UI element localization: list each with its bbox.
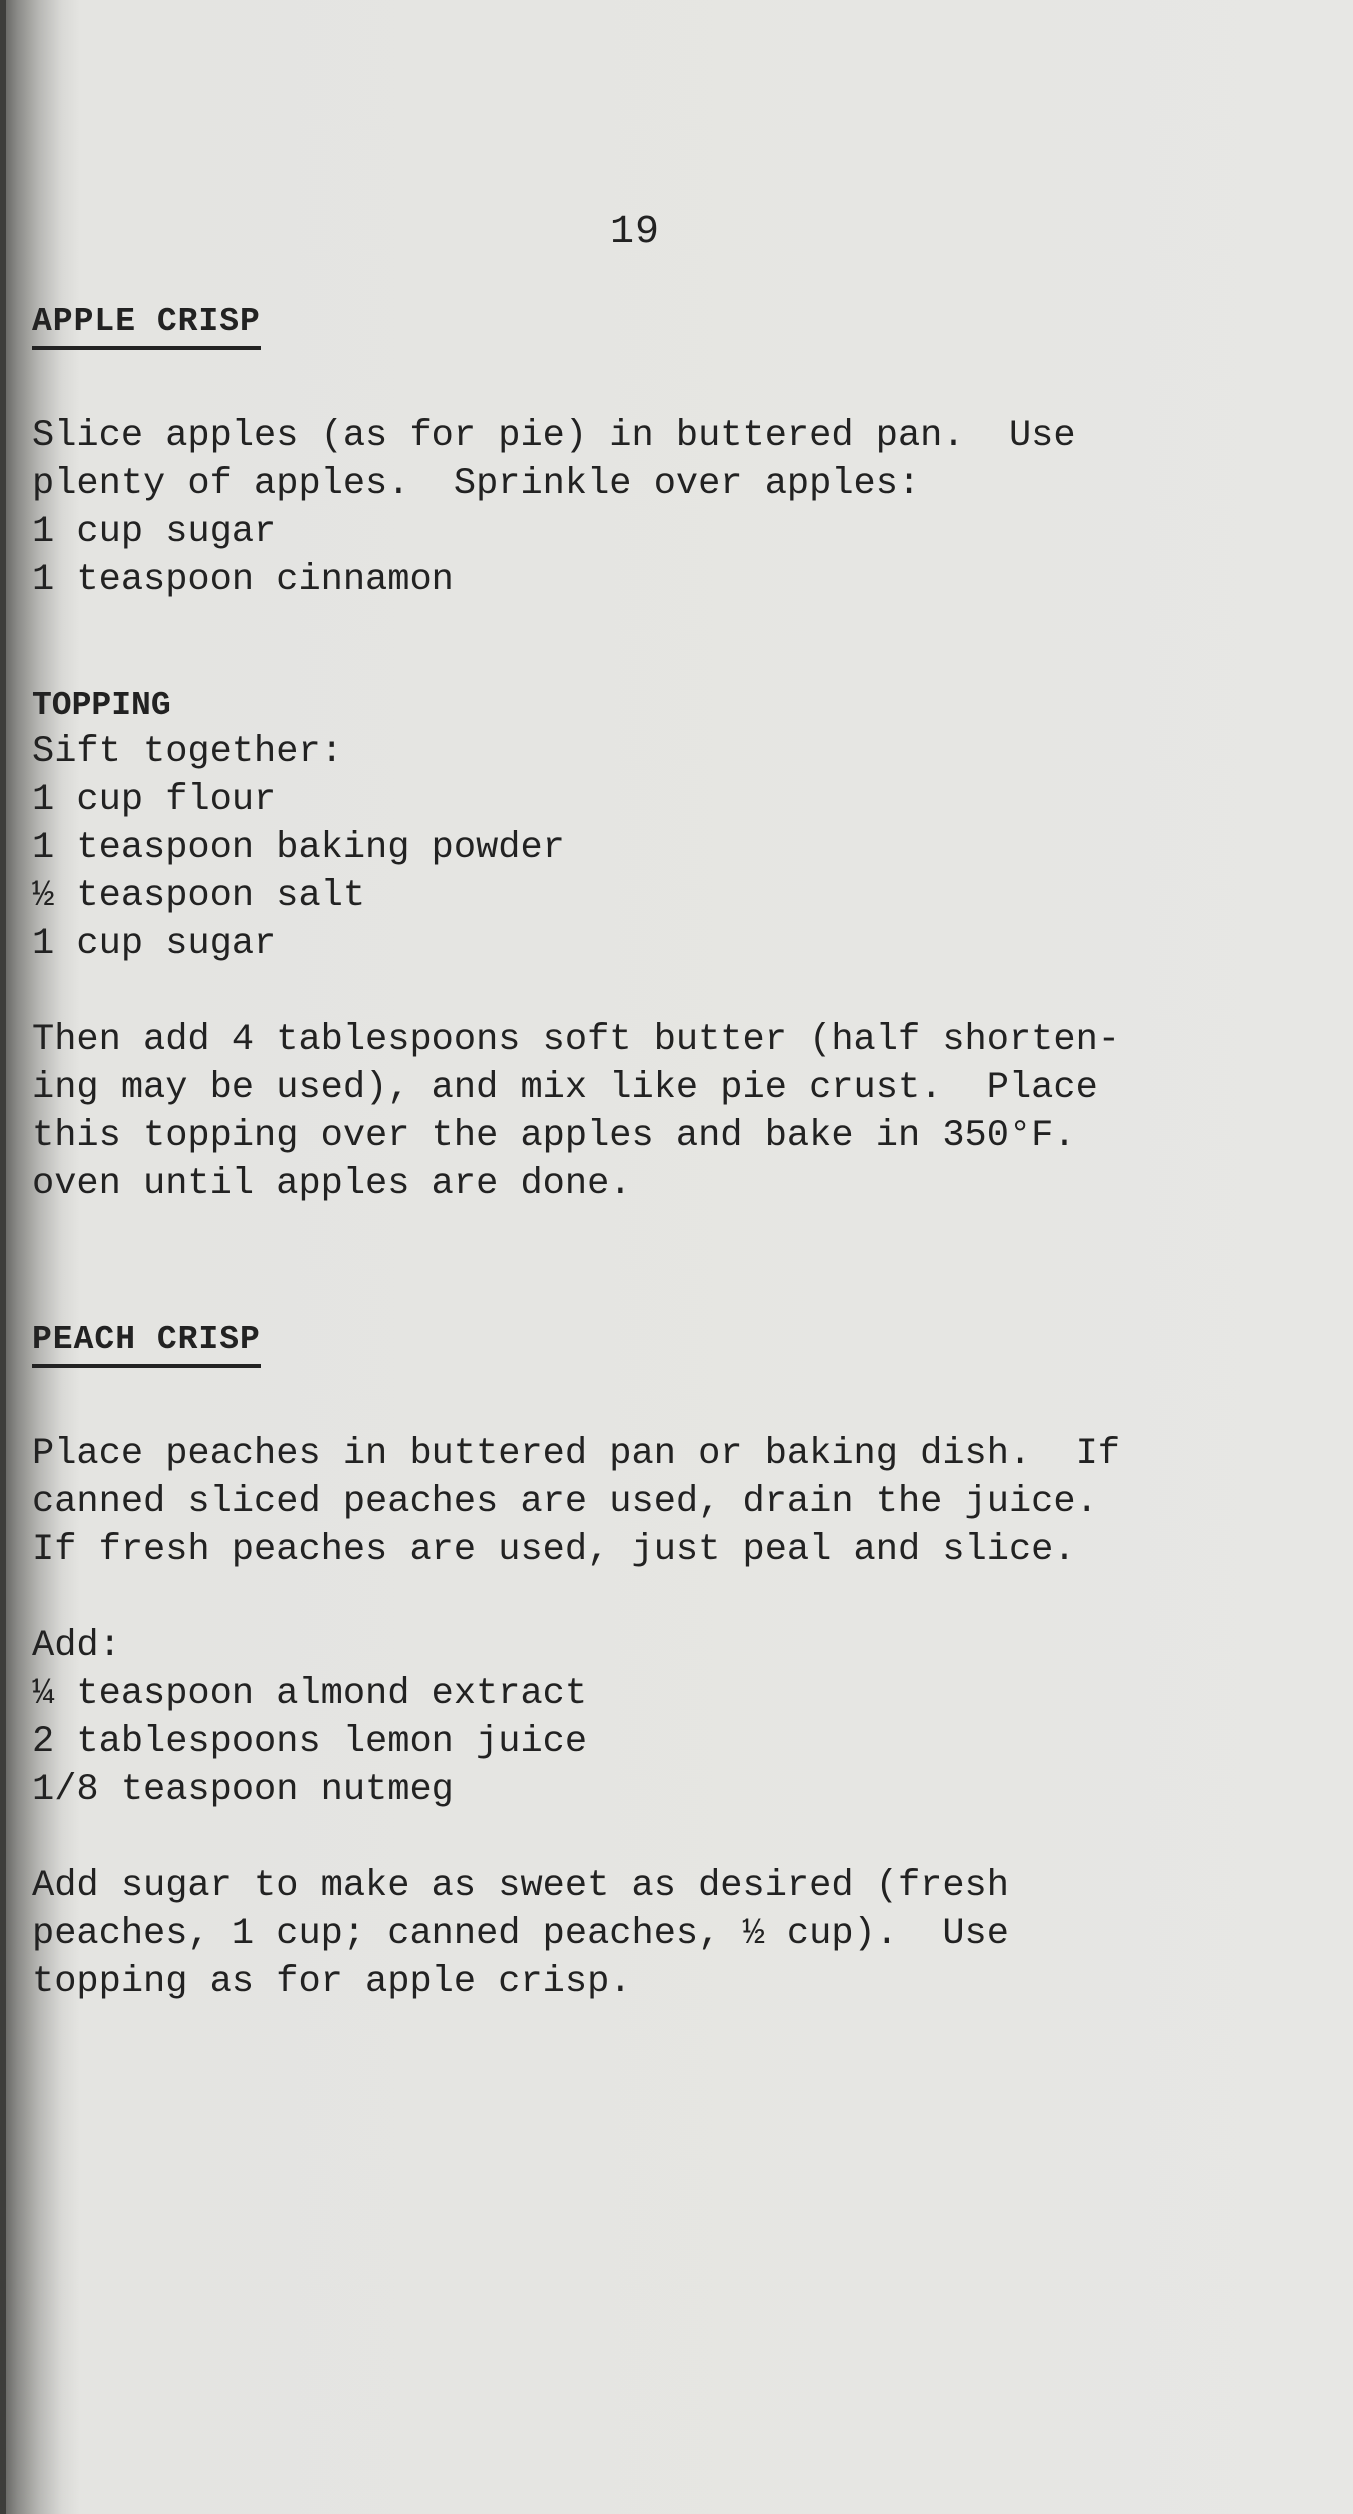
peach-crisp-section bbox=[32, 1318, 1272, 2006]
apple-crisp-intro-line: Slice apples (as for pie) in buttered pan. Use bbox=[32, 415, 1076, 457]
topping-section bbox=[32, 684, 1272, 1208]
topping-ingredient: ½ teaspoon salt bbox=[32, 875, 366, 917]
apple-crisp-ingredient: 1 cup sugar bbox=[32, 511, 277, 553]
apple-crisp-ingredient: 1 teaspoon cinnamon bbox=[32, 559, 454, 601]
peach-crisp-ingredient: 1/8 teaspoon nutmeg bbox=[32, 1769, 454, 1811]
apple-crisp-intro-line: plenty of apples. Sprinkle over apples: bbox=[32, 463, 921, 505]
page-content bbox=[32, 300, 1272, 2006]
topping-title: TOPPING bbox=[32, 687, 171, 724]
binding-edge bbox=[0, 0, 6, 2514]
peach-crisp-closing-line: peaches, 1 cup; canned peaches, ½ cup). Use bbox=[32, 1913, 1009, 1955]
peach-crisp-intro-line: Place peaches in buttered pan or baking dish. If bbox=[32, 1433, 1120, 1475]
peach-crisp-ingredient: ¼ teaspoon almond extract bbox=[32, 1673, 588, 1715]
page-number: 19 bbox=[610, 210, 661, 255]
topping-ingredient: 1 cup flour bbox=[32, 779, 277, 821]
topping-method-line: Then add 4 tablespoons soft butter (half shorten- bbox=[32, 1019, 1120, 1061]
apple-crisp-title: APPLE CRISP bbox=[32, 300, 261, 350]
peach-crisp-closing-line: Add sugar to make as sweet as desired (fresh bbox=[32, 1865, 1009, 1907]
topping-ingredient: 1 teaspoon baking powder bbox=[32, 827, 565, 869]
peach-crisp-ingredient: 2 tablespoons lemon juice bbox=[32, 1721, 588, 1763]
peach-crisp-closing-line: topping as for apple crisp. bbox=[32, 1961, 632, 2003]
peach-crisp-title: PEACH CRISP bbox=[32, 1318, 261, 1368]
topping-method-line: ing may be used), and mix like pie crust. Place bbox=[32, 1067, 1098, 1109]
peach-crisp-intro-line: canned sliced peaches are used, drain the juice. bbox=[32, 1481, 1098, 1523]
apple-crisp-section bbox=[32, 300, 1272, 604]
topping-instruction: Sift together: bbox=[32, 731, 343, 773]
peach-crisp-intro-line: If fresh peaches are used, just peal and slice. bbox=[32, 1529, 1076, 1571]
peach-crisp-add-label: Add: bbox=[32, 1625, 121, 1667]
topping-method-line: this topping over the apples and bake in 350°F. bbox=[32, 1115, 1076, 1157]
topping-method-line: oven until apples are done. bbox=[32, 1163, 632, 1205]
topping-ingredient: 1 cup sugar bbox=[32, 923, 277, 965]
